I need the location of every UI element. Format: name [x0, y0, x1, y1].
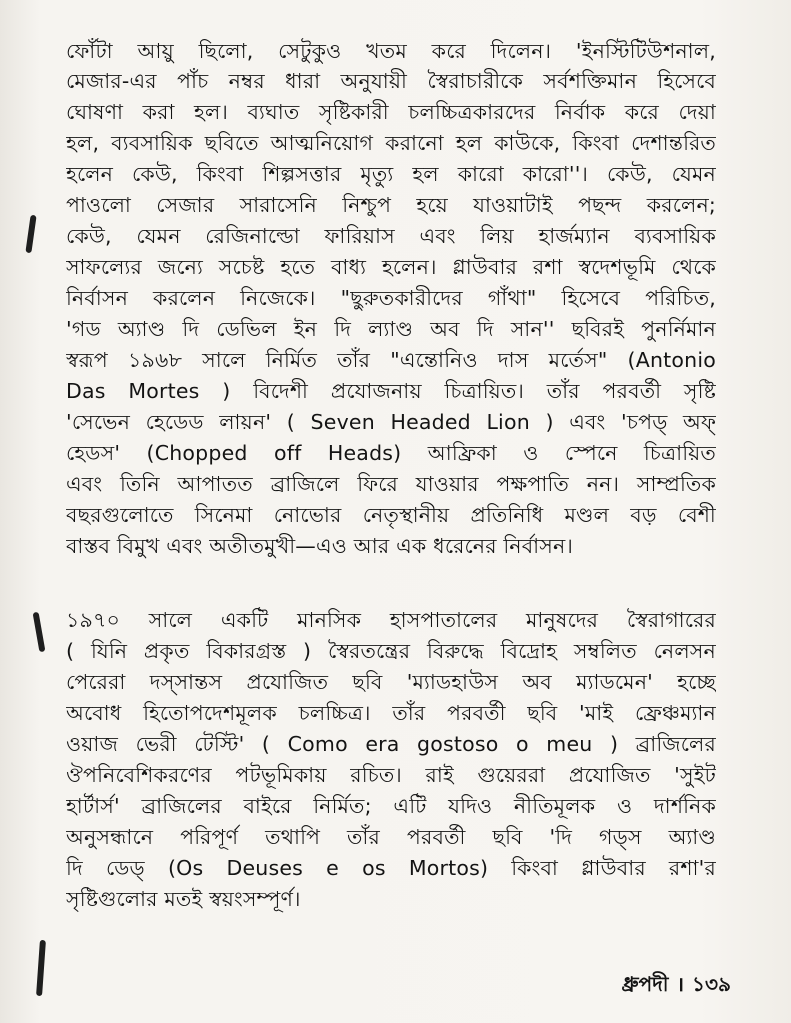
- journal-name: ধ্রুপদী: [621, 972, 669, 996]
- text-line: হার্টার্স' ব্রাজিলের বাইরে নির্মিত; এটি যদিও নীতিমূলক ও দার্শনিক: [66, 794, 716, 818]
- text-line: হলেন কেউ, কিংবা শিল্পসত্তার মৃত্যু হল কারো কারো''। কেউ, যেমন: [66, 162, 716, 186]
- text-line: ঔপনিবেশিকরণের পটভূমিকায় রচিত। রাই গুয়েররা প্রযোজিত 'সুইট: [66, 763, 716, 787]
- text-line: এবং তিনি আপাতত ব্রাজিলে ফিরে যাওয়ার পক্ষপাতি নন। সাম্প্রতিক: [66, 472, 716, 496]
- text-line: বাস্তব বিমুখ এবং অতীতমুখী—এও আর এক ধরেনের নির্বাসন।: [66, 534, 573, 558]
- text-line: ফোঁটা আয়ু ছিলো, সেটুকুও খতম করে দিলেন। 'ইনস্টিটিউশনাল,: [66, 39, 716, 63]
- text-line: অবোধ হিতোপদেশমূলক চলচ্চিত্র। তাঁর পরবর্তী ছবি 'মাই ফ্রেঞ্চম্যান: [66, 701, 716, 725]
- text-line: ওয়াজ ভেরী টেস্টি' ( Como era gostoso o meu ) ব্রাজিলের: [66, 732, 716, 756]
- text-line: বছরগুলোতে সিনেমা নোভোর নেতৃস্থানীয় প্রতিনিধি মণ্ডল বড় বেশী: [66, 503, 716, 527]
- text-line: কেউ, যেমন রেজিনাল্ডো ফারিয়াস এবং লিয় হার্জম্যান ব্যবসায়িক: [66, 224, 716, 248]
- text-line: 'সেভেন হেডেড লায়ন' ( Seven Headed Lion ) এবং 'চপড্ অফ্: [66, 410, 716, 434]
- text-line: সাফল্যের জন্যে সচেষ্ট হতে বাধ্য হলেন। গ্লাউবার রশা স্বদেশভূমি থেকে: [66, 255, 716, 279]
- text-line: মেজার-এর পাঁচ নম্বর ধারা অনুযায়ী স্বৈরাচারীকে সর্বশক্তিমান হিসেবে: [66, 69, 716, 93]
- binding-mark: [33, 612, 46, 652]
- page-number: ১৩৯: [692, 972, 731, 996]
- text-line: হেডস' (Chopped off Heads) আফ্রিকা ও স্পেনে চিত্রায়িত: [66, 441, 716, 465]
- text-line: ১৯৭০ সালে একটি মানসিক হাসপাতালের মানুষদের স্বৈরাগারের: [66, 608, 716, 632]
- text-line: দি ডেড্ (Os Deuses e os Mortos) কিংবা গ্লাউবার রশা'র: [66, 856, 716, 880]
- text-line: 'গড অ্যাণ্ড দি ডেভিল ইন দি ল্যাণ্ড অব দি সান'' ছবিরই পুনর্নিমান: [66, 317, 716, 341]
- text-line: অনুসন্ধানে পরিপূর্ণ তথাপি তাঁর পরবর্তী ছবি 'দি গড্স অ্যাণ্ড: [66, 825, 716, 849]
- text-line: পাওলো সেজার সারাসেনি নিশ্চুপ হয়ে যাওয়াটাই পছন্দ করলেন;: [66, 193, 716, 217]
- text-line: পেরেরা দস্সান্তস প্রযোজিত ছবি 'ম্যাডহাউস অব ম্যাডমেন' হচ্ছে: [66, 670, 716, 694]
- text-line: ( যিনি প্রকৃত বিকারগ্রস্ত ) স্বৈরতন্ত্রের বিরুদ্ধে বিদ্রোহ সম্বলিত নেলসন: [66, 639, 716, 663]
- text-line: ঘোষণা করা হল। ব্যঘাত সৃষ্টিকারী চলচ্চিত্রকারদের নির্বাক করে দেয়া: [66, 100, 716, 124]
- footer-separator: ।: [676, 972, 685, 996]
- text-line: হল, ব্যবসায়িক ছবিতে আত্মনিয়োগ করানো হল কাউকে, কিংবা দেশান্তরিত: [66, 131, 716, 155]
- text-line: সৃষ্টিগুলোর মতই স্বয়ংসম্পূর্ণ।: [66, 887, 301, 911]
- binding-mark: [25, 215, 36, 253]
- binding-mark: [36, 940, 46, 996]
- text-line: Das Mortes ) বিদেশী প্রযোজনায় চিত্রায়িত। তাঁর পরবর্তী সৃষ্টি: [66, 379, 716, 403]
- text-line: নির্বাসন করলেন নিজেকে। "ছুরুতকারীদের গাঁথা" হিসেবে পরিচিত,: [66, 286, 716, 310]
- page-footer: [622, 970, 731, 1003]
- text-line: স্বরূপ ১৯৬৮ সালে নির্মিত তাঁর "এন্তোনিও দাস মর্তেস" (Antonio: [66, 348, 716, 372]
